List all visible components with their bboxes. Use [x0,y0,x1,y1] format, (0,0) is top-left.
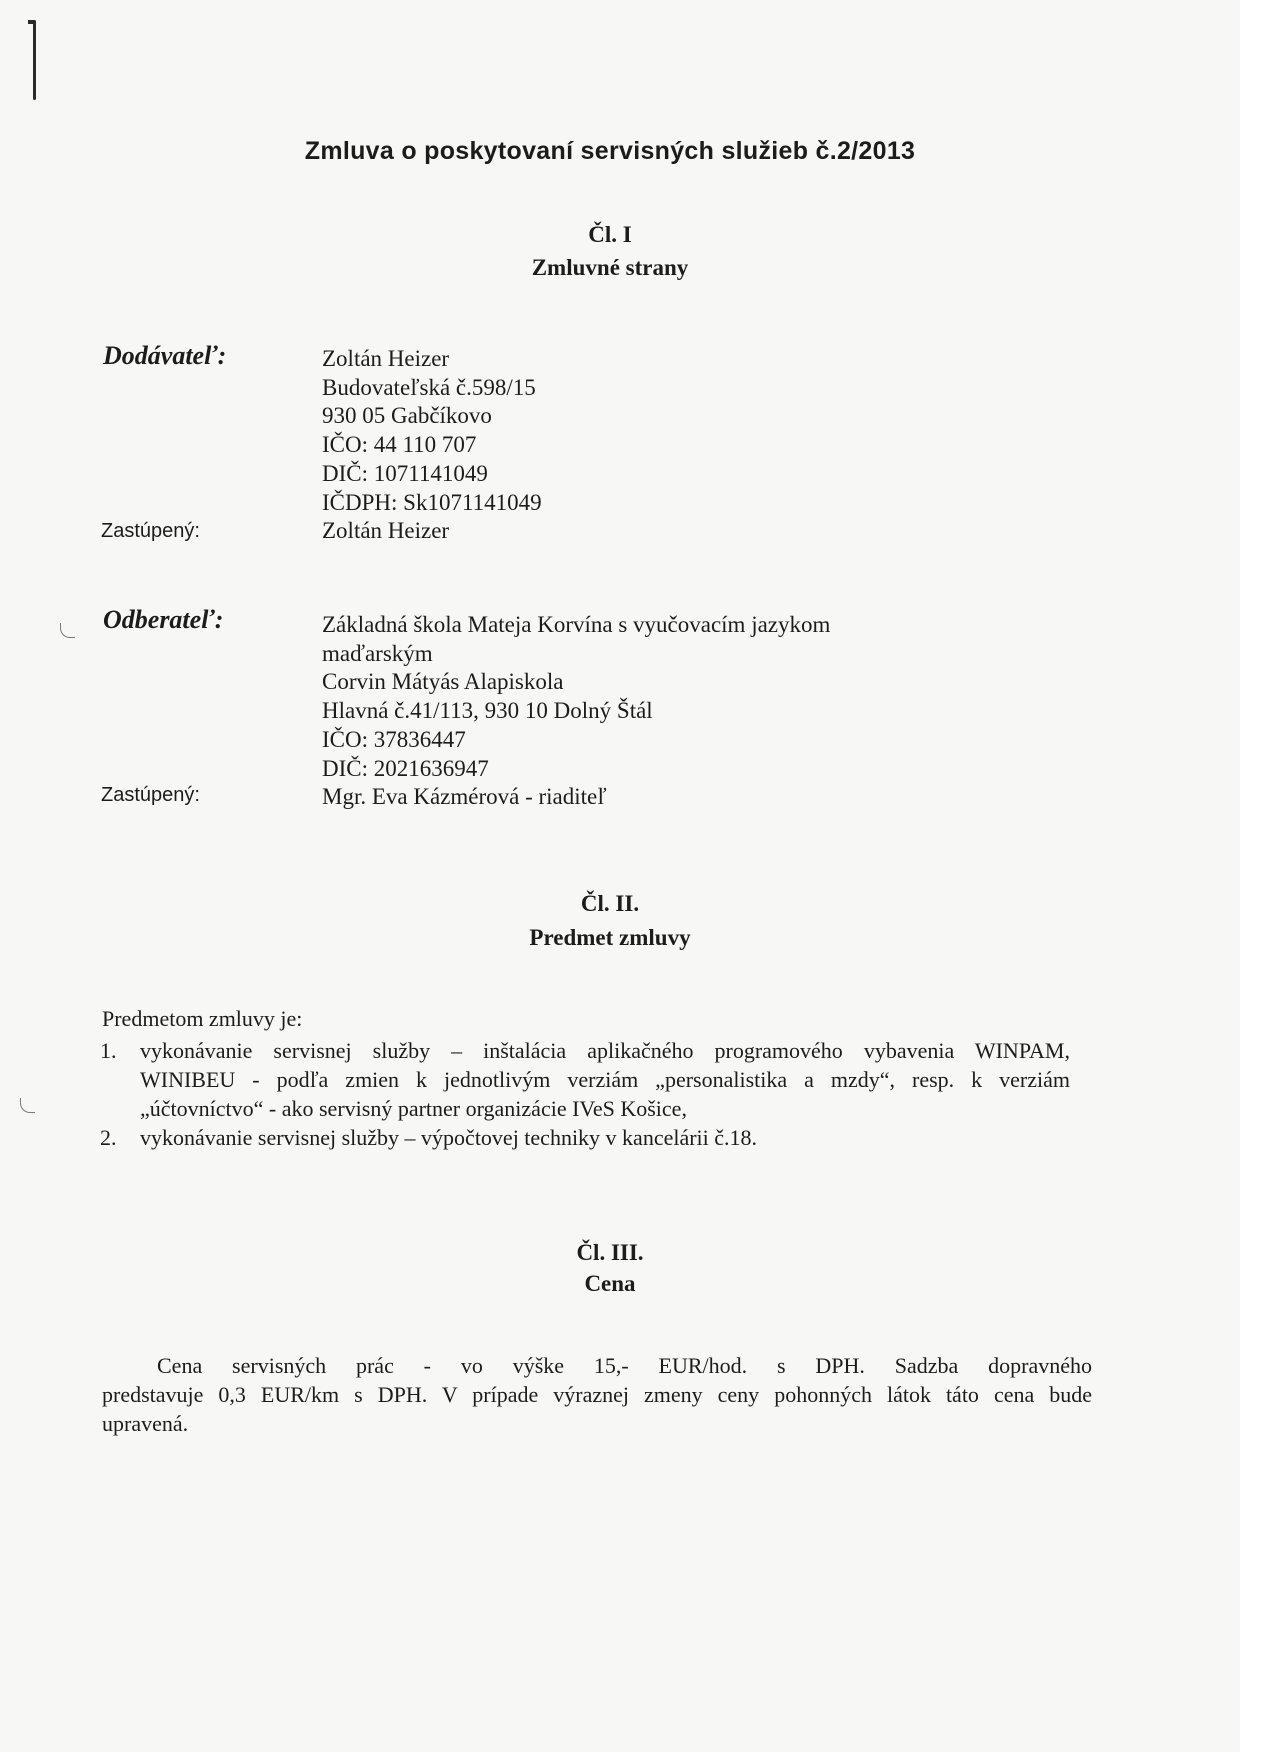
article-1-heading: Zmluvné strany [531,255,689,280]
supplier-representative: Zoltán Heizer [322,518,450,544]
fold-mark [60,623,75,638]
supplier-represented-label: Zastúpený: [101,520,200,542]
supplier-city: 930 05 Gabčíkovo [322,403,492,429]
list-item-number: 1. [100,1038,117,1063]
article-3-heading: Cena [584,1271,636,1296]
fold-mark [20,1098,35,1113]
list-item-line: „účtovníctvo“ - ako servisný partner organizácie IVeS Košice, [140,1096,687,1121]
article-2-number: Čl. II. [580,891,640,916]
pen-mark [33,20,36,100]
supplier-label: Dodávateľ: [103,341,227,370]
document-title: Zmluva o poskytovaní servisných služieb č.2/2013 [304,137,916,165]
article-1-number: Čl. I [588,222,632,247]
price-line: predstavuje 0,3 EUR/km s DPH. V prípade výraznej zmeny ceny pohonných látok táto cena bude [102,1382,1092,1407]
list-item [100,1036,1070,1123]
list-item-number: 2. [100,1125,117,1150]
list-item [100,1123,1070,1152]
list-item-line: vykonávanie servisnej služby – inštalácia aplikačného programového vybavenia WINPAM, [140,1038,1070,1063]
price-paragraph [102,1351,1092,1438]
supplier-name: Zoltán Heizer [322,346,450,371]
supplier-ico: IČO: 44 110 707 [322,432,477,458]
customer-details [322,611,830,812]
article-2-heading: Predmet zmluvy [529,925,691,950]
subject-list [100,1036,1070,1152]
article-3-number: Čl. III. [576,1240,644,1265]
customer-hungarian-name: Corvin Mátyás Alapiskola [322,669,564,695]
supplier-icdph: IČDPH: Sk1071141049 [322,489,542,515]
supplier-details [322,345,542,546]
list-item-line: vykonávanie servisnej služby – výpočtovej techniky v kancelárii č.18. [140,1125,758,1150]
list-item-line: WINIBEU - podľa zmien k jednotlivým verziám „personalistika a mzdy“, resp. k verziám [140,1067,1070,1092]
price-line: upravená. [102,1411,189,1436]
customer-represented-label: Zastúpený: [101,784,200,806]
subject-intro: Predmetom zmluvy je: [102,1006,303,1031]
customer-school-name-cont: maďarským [322,640,433,666]
supplier-dic: DIČ: 1071141049 [322,460,488,486]
pen-mark-tip [28,20,34,24]
customer-dic: DIČ: 2021636947 [322,755,489,781]
customer-label: Odberateľ: [103,605,224,634]
supplier-street: Budovateľská č.598/15 [322,374,536,400]
price-line: Cena servisných prác - vo výške 15,- EUR/hod. s DPH. Sadzba dopravného [157,1353,1092,1378]
customer-ico: IČO: 37836447 [322,726,466,752]
customer-address: Hlavná č.41/113, 930 10 Dolný Štál [322,698,653,724]
scan-margin [1240,0,1264,1752]
customer-representative: Mgr. Eva Kázmérová - riaditeľ [322,784,607,810]
customer-school-name: Základná škola Mateja Korvína s vyučovacím jazykom [322,612,831,637]
